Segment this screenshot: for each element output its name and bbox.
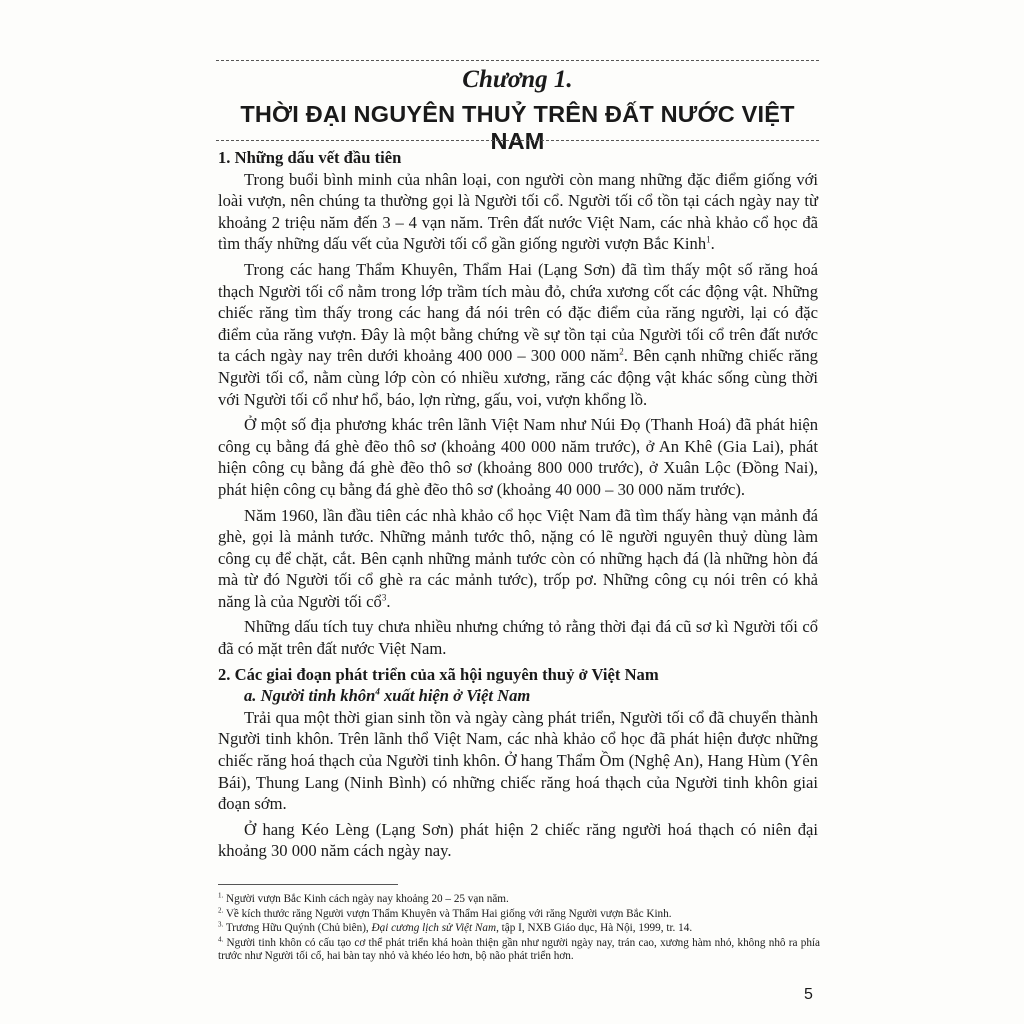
subsection-a-heading [244, 685, 818, 707]
footnote-text: Trương Hữu Quýnh (Chủ biên), [223, 922, 372, 935]
subsection-text-end: xuất hiện ở Việt Nam [379, 686, 531, 706]
footnote-mark: 2. [218, 905, 224, 914]
paragraph: Ở hang Kéo Lèng (Lạng Sơn) phát hiện 2 chiếc răng người hoá thạch có niên đại khoảng 30 000 năm cách ngày nay. [218, 819, 818, 861]
book-title: Đại cương lịch sử Việt Nam [371, 922, 497, 935]
footnote [218, 905, 820, 922]
page-number: 5 [804, 986, 813, 1003]
footnote-mark: 1. [218, 891, 224, 900]
paragraph-text-end: . [710, 234, 715, 254]
section-1-heading: 1. Những dấu vết đầu tiên [218, 148, 402, 167]
footnote-text: Người tinh khôn có cấu tạo cơ thể phát triển khá hoàn thiện gần như người ngày nay, trán cao, xương hàm nhỏ, không nhô ra phía trước như Người tối cổ, hai bàn tay nhỏ và khéo léo hơn, bộ não phát triển hơn. [218, 936, 820, 963]
paragraph-text: Năm 1960, lần đầu tiên các nhà khảo cổ học Việt Nam đã tìm thấy hàng vạn mảnh đá ghè, gọi là mảnh tước. Những mảnh tước thô, nặng có lẽ người nguyên thuỷ dùng làm công cụ để chặt, cắt. Bên cạnh những mảnh tước còn có những hạch đá (là những hòn đá mà từ đó Người tối cổ ghè ra các mảnh tước), trốp pơ. Những công cụ nói trên có khả năng là của Người tối cổ [218, 505, 818, 611]
subsection-text: a. Người tinh khôn [244, 686, 376, 706]
paragraph-text-end: . [386, 591, 391, 611]
footnote [218, 893, 820, 907]
footnote-text-end: , tập I, NXB Giáo dục, Hà Nội, 1999, tr. 14. [496, 922, 693, 935]
header-bottom-rule [216, 140, 819, 141]
footnote-rule [218, 884, 398, 885]
footnote-ref: 4 [375, 686, 380, 697]
paragraph [218, 505, 818, 613]
footnote-ref: 3 [381, 592, 387, 603]
footnote-mark: 4. [218, 935, 224, 944]
paragraph-text: Trong buổi bình minh của nhân loại, con người còn mang những đặc điểm giống với loài vượn, nên chúng ta thường gọi là Người tối cổ. Người tối cổ tồn tại cách ngày nay từ khoảng 2 triệu năm đến 3 – 4 vạn năm. Trên đất nước Việt Nam, các nhà khảo cổ học đã tìm thấy những dấu vết của Người tối cổ gần giống người vượn Bắc Kinh [218, 169, 818, 254]
body-text [218, 147, 818, 866]
footnote [218, 937, 820, 964]
chapter-title: THỜI ĐẠI NGUYÊN THUỶ TRÊN ĐẤT NƯỚC VIỆT NAM [240, 101, 795, 154]
paragraph-text: Trong các hang Thẩm Khuyên, Thẩm Hai (Lạng Sơn) đã tìm thấy một số răng hoá thạch Người tối cổ nằm trong lớp trầm tích màu đỏ, chứa xương cốt các động vật. Những chiếc răng tìm thấy trong các hang đá nói trên có đặc điểm của răng người, lại có đặc điểm của răng vượn. Đây là một bằng chứng về sự tồn tại của Người tối cổ trên đất nước ta cách ngày nay trên dưới khoảng 400 000 – 300 000 năm [218, 259, 818, 366]
footnote [218, 922, 820, 936]
footnote-mark: 3. [218, 920, 224, 929]
footnote-text: Người vượn Bắc Kinh cách ngày nay khoảng 20 – 25 vạn năm. [223, 893, 509, 905]
footnote-text: Về kích thước răng Người vượn Thẩm Khuyên và Thẩm Hai giống với răng Người vượn Bắc Kinh. [223, 907, 672, 920]
paragraph: Trải qua một thời gian sinh tồn và ngày càng phát triển, Người tối cổ đã chuyển thành Người tinh khôn. Trên lãnh thổ Việt Nam, các nhà khảo cổ học đã phát hiện được những chiếc răng hoá thạch của Người tinh khôn. Ở hang Thẩm Ồm (Nghệ An), Hang Hùm (Yên Bái), Thung Lang (Ninh Bình) có những chiếc răng hoá thạch của Người tinh khôn giai đoạn sớm. [218, 707, 818, 814]
footnote-ref: 1 [706, 234, 711, 245]
paragraph: Ở một số địa phương khác trên lãnh Việt Nam như Núi Đọ (Thanh Hoá) đã phát hiện công cụ bằng đá ghè đẽo thô sơ (khoảng 400 000 năm trước), ở An Khê (Gia Lai), phát hiện công cụ bằng đá ghè đẽo thô sơ (khoảng 800 000 trước), ở Xuân Lộc (Đồng Nai), phát hiện công cụ bằng đá ghè đẽo thô sơ (khoảng 40 000 – 30 000 năm trước). [218, 415, 818, 499]
paragraph [218, 259, 818, 410]
paragraph-text-end: . Bên cạnh những chiếc răng Người tối cổ, nằm cùng lớp còn có nhiều xương, răng các động vật khác sống cùng thời với Người tối cổ như hổ, báo, lợn rừng, gấu, voi, vượn khổng lồ. [218, 346, 818, 409]
footnote-ref: 2 [619, 346, 624, 357]
footnotes [218, 893, 820, 965]
paragraph: Những dấu tích tuy chưa nhiều nhưng chứng tỏ rằng thời đại đá cũ sơ kì Người tối cổ đã có mặt trên đất nước Việt Nam. [218, 617, 818, 659]
section-2-heading: 2. Các giai đoạn phát triển của xã hội nguyên thuỷ ở Việt Nam [218, 664, 659, 684]
paragraph [218, 169, 818, 255]
chapter-header [216, 60, 819, 154]
header-top-rule [216, 60, 819, 61]
chapter-label: Chương 1. [462, 66, 573, 93]
